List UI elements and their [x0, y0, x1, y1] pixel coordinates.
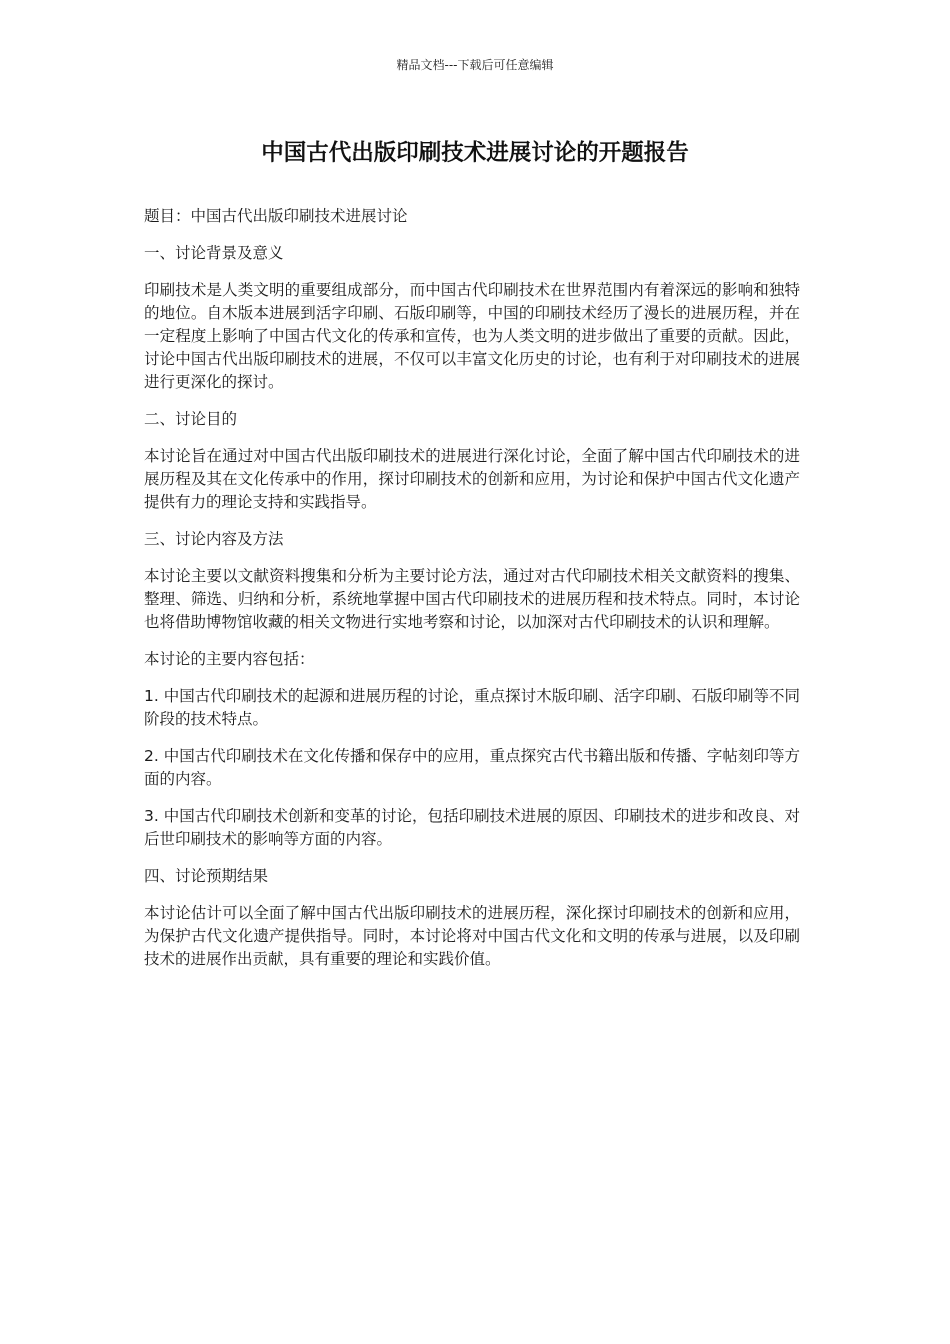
document-title: 中国古代出版印刷技术进展讨论的开题报告 [261, 140, 689, 166]
list-item-1: 1. 中国古代印刷技术的起源和进展历程的讨论，重点探讨木版印刷、活字印刷、石版印刷等不同阶段的技术特点。 [144, 687, 800, 728]
document-body [144, 205, 800, 985]
list-item-2: 2. 中国古代印刷技术在文化传播和保存中的应用，重点探究古代书籍出版和传播、字帖刻印等方面的内容。 [144, 747, 800, 788]
paragraph-results: 本讨论估计可以全面了解中国古代出版印刷技术的进展历程，深化探讨印刷技术的创新和应用，为保护古代文化遗产提供指导。同时，本讨论将对中国古代文化和文明的传承与进展，以及印刷技术的进展作出贡献，具有重要的理论和实践价值。 [144, 904, 800, 968]
section-heading-purpose: 二、讨论目的 [144, 410, 238, 428]
section-heading-results: 四、讨论预期结果 [144, 867, 269, 885]
list-item-3: 3. 中国古代印刷技术创新和变革的讨论，包括印刷技术进展的原因、印刷技术的进步和改良、对后世印刷技术的影响等方面的内容。 [144, 807, 800, 848]
paragraph-purpose: 本讨论旨在通过对中国古代出版印刷技术的进展进行深化讨论，全面了解中国古代印刷技术的进展历程及其在文化传承中的作用，探讨印刷技术的创新和应用，为讨论和保护中国古代文化遗产提供有力的理论支持和实践指导。 [144, 447, 800, 511]
header-note: 精品文档---下载后可任意编辑 [396, 58, 554, 72]
paragraph-methods: 本讨论主要以文献资料搜集和分析为主要讨论方法，通过对古代印刷技术相关文献资料的搜集、整理、筛选、归纳和分析，系统地掌握中国古代印刷技术的进展历程和技术特点。同时，本讨论也将借助博物馆收藏的相关文物进行实地考察和讨论，以加深对古代印刷技术的认识和理解。 [144, 567, 800, 631]
topic-line: 题目：中国古代出版印刷技术进展讨论 [144, 207, 408, 225]
paragraph-content-intro: 本讨论的主要内容包括： [144, 650, 315, 668]
section-heading-methods: 三、讨论内容及方法 [144, 530, 284, 548]
section-heading-background: 一、讨论背景及意义 [144, 244, 284, 262]
paragraph-background: 印刷技术是人类文明的重要组成部分，而中国古代印刷技术在世界范围内有着深远的影响和独特的地位。自木版本进展到活字印刷、石版印刷等，中国的印刷技术经历了漫长的进展历程，并在一定程度上影响了中国古代文化的传承和宣传，也为人类文明的进步做出了重要的贡献。因此，讨论中国古代出版印刷技术的进展，不仅可以丰富文化历史的讨论，也有利于对印刷技术的进展进行更深化的探讨。 [144, 281, 800, 391]
